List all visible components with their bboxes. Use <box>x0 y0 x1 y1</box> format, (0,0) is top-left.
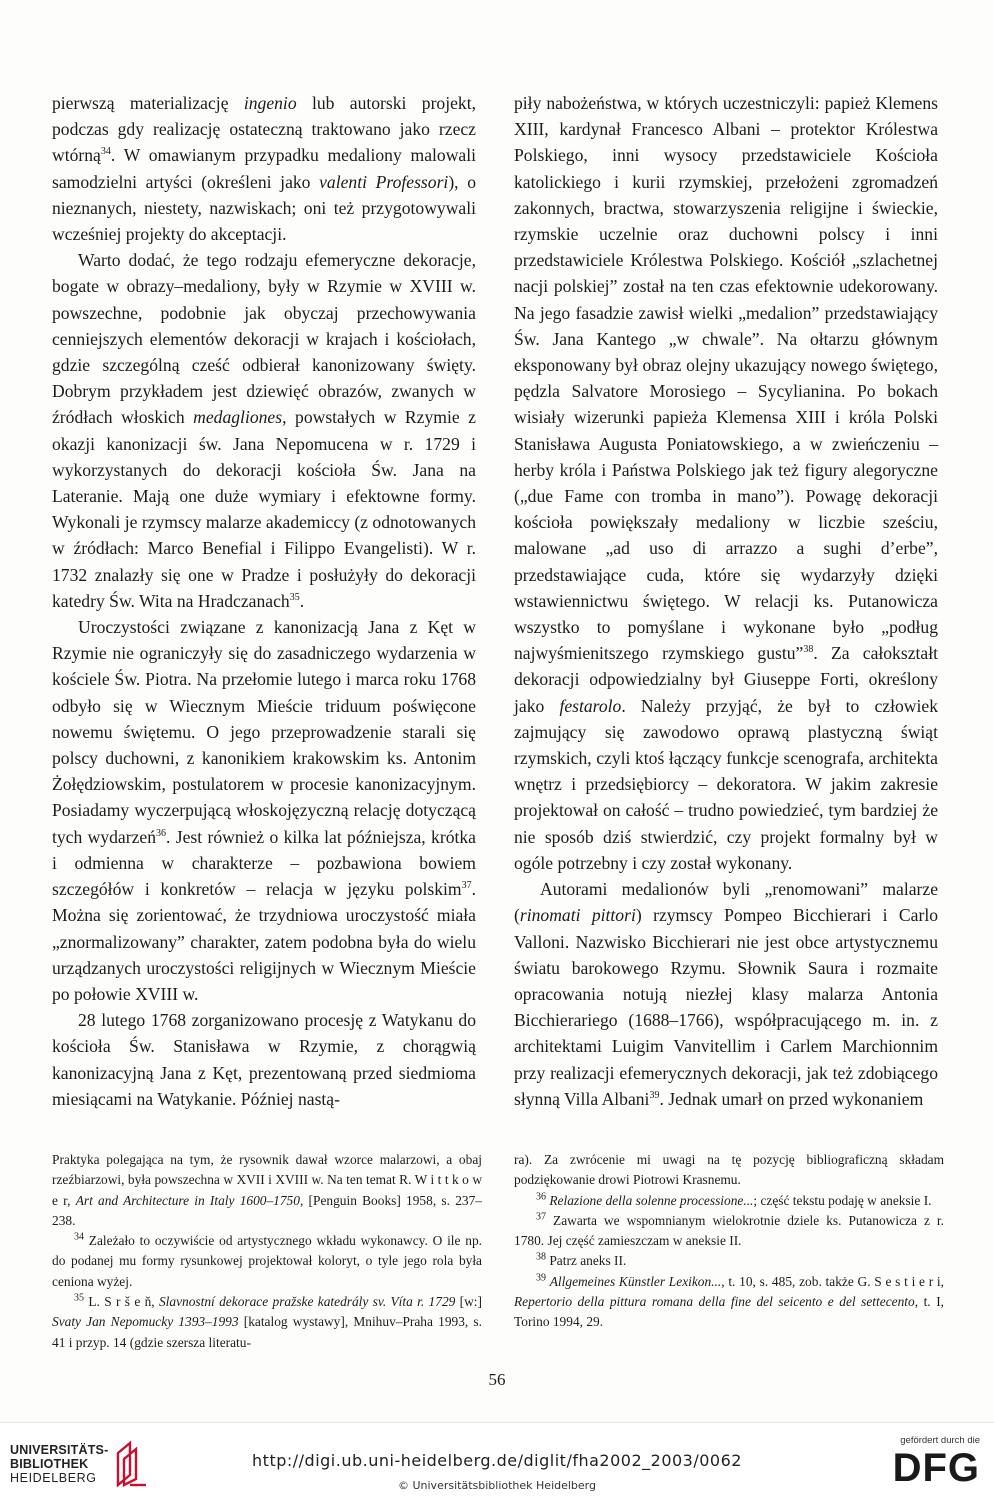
dfg-wordmark: DFG <box>892 1446 980 1490</box>
footnotes-right <box>514 1150 944 1333</box>
left-text-column <box>52 90 476 1112</box>
permalink-url[interactable]: http://digi.ub.uni-heidelberg.de/diglit/fha2002_2003/0062 <box>252 1451 742 1470</box>
paragraph: 28 lutego 1768 zorganizowano procesję z Watykanu do kościoła Św. Stanisława w Rzymie, z chorągwią kanonizacyjną Jana z Kęt, prezentowaną przed siedmioma miesiącami na Watykanie. Później nastą- <box>52 1010 476 1109</box>
paragraph: Autorami medalionów byli „renomowani” malarze (rinomati pittori) rzymscy Pompeo Bicchierari i Carlo Valloni. Nazwisko Bicchierari nie jest obce artystycznemu światu barokowego Rzymu. Słownik Saura i rozmaite opracowania notują niezłej klasy malarza Antonia Bicchierariego (1688–1766), współpracującego m. in. z architektami Luigim Vanvitellim i Carlem Marchionnim przy realizacji efemerycznych dekoracji, jak też zdobiącego słynną Villa Albani$^{39}$. Jednak umarł on przed wykonaniem <box>514 879 939 1109</box>
paragraph: Uroczystości związane z kanonizacją Jana z Kęt w Rzymie nie ograniczyły się do zasadniczego wydarzenia w kościele Św. Piotra. Na przełomie lutego i marca roku 1768 odbyło się w Wiecznym Mieście triduum poświęcone nowemu świętemu. O jego przeprowadzenie starali się polscy duchowni, z kanonikiem krakowskim ks. Antonim Żołędziowskim, postulatorem w procesie kanonizacyjnym. Posiadamy wyczerpującą włoskojęzyczną relację dotyczącą tych wydarzeń$^{36}$. Jest również o kilka lat późniejsza, krótka i odmienna w charakterze – pozbawiona bowiem szczegółów i konkretów – relacja w języku polskim$^{37}$. Można się zorientować, że trzydniowa uroczystość miała „znormalizowany” charakter, zatem podobna była do wielu urządzanych uroczystości religijnych w Wiecznym Mieście po połowie XVIII w. <box>52 617 476 1004</box>
footnote: ra). Za zwrócenie mi uwagi na tę pozycję bibliograficzną składam podziękowanie drowi Piotrowi Krasnemu. <box>514 1152 944 1188</box>
footnote: $^{34}$ Zależało to oczywiście od artystycznego wkładu wykonawcy. O ile np. do podanej mu formy rysunkowej projektował koloryt, o tyle jego rola była ceniona wyżej. <box>52 1231 482 1289</box>
footnote: $^{39}$ Allgemeines Künstler Lexikon..., t. 10, s. 485, zob. także G. S e s t i e r i, Repertorio della pittura romana della fine del seicento e del settecento, t. I, Torino 1994, 29. <box>514 1272 944 1330</box>
paragraph: Warto dodać, że tego rodzaju efemeryczne dekoracje, bogate w obrazy–medaliony, były w Rzymie w XVIII w. powszechne, podobnie jak obyczaj przechowywania cenniejszych elementów dekoracji w krajach i kościołach, gdzie szczególną cześć odbierał kanonizowany święty. Dobrym przykładem jest dziewięć obrazów, zwanych w źródłach włoskich medagliones, powstałych w Rzymie z okazji kanonizacji św. Jana Nepomucena w r. 1729 i wykorzystanych do dekoracji kościoła Św. Jana na Lateranie. Mają one duże wymiary i efektowne formy. Wykonali je rzymscy malarze akademiccy (z odnotowanych w źródłach: Marco Benefial i Filippo Evangelisti). W r. 1732 znalazły się one w Pradze i posłużyły do dekoracji katedry Św. Wita na Hradczanach$^{35}$. <box>52 250 476 611</box>
footnote: $^{38}$ Patrz aneks II. <box>536 1252 627 1269</box>
viewer-footer <box>0 1422 994 1506</box>
footnote: Praktyka polegająca na tym, że rysownik dawał wzorce malarzowi, a obaj rzeźbiarzowi, była powszechna w XVII i XVIII w. Na ten temat R. W i t t k o w e r, Art and Architecture in Italy 1600–1750, [Penguin Books] 1958, s. 237–238. <box>52 1152 482 1228</box>
library-name-line1: UNIVERSITÄTS- <box>10 1443 109 1457</box>
paragraph: piły nabożeństwa, w których uczestniczyli: papież Klemens XIII, kardynał Francesco Albani – protektor Królestwa Polskiego, inni wysocy przedstawiciele Kościoła katolickiego i kurii rzymskiej, przełożeni zgromadzeń zakonnych, bractwa, stowarzyszenia religijne i świeckie, rzymskie uczelnie oraz duchowni polscy i inni przedstawiciele Królestwa Polskiego. Kościół „szlachetnej nacji polskiej” został na ten czas efektownie udekorowany. Na jego fasadzie zawisł wielki „medalion” przedstawiający Św. Jana Kantego „w chwale”. Na ołtarzu głównym eksponowany był obraz olejny ukazujący nowego świętego, pędzla Salvatore Morosiego – Sycylianina. Po bokach wisiały wizerunki papieża Klemensa XIII i króla Polski Stanisława Augusta Poniatowskiego, a w zwieńczeniu – herby króla i Państwa Polskiego jak też figury alegoryczne („due Fame con tromba in mano”). Powagę dekoracji kościoła powiększały medaliony w liczbie sześciu, malowane „ad uso di arrazzo a sughi d’erbe”, przedstawiające cuda, które się wydarzyły dzięki wstawiennictwu świętego. W relacji ks. Putanowicza wszystko to pomyślane i wykonane było „podług najwyśmienitszego rzymskiego gustu”$^{38}$. Za całokształt dekoracji odpowiedzialny był Giuseppe Forti, określony jako festarolo. Należy przyjąć, że był to człowiek zajmujący się zawodowo oprawą plastyczną świąt rzymskich, czyli ktoś łączący funkcje scenografa, architekta wnętrz i przedsiębiorcy – dekoratora. W jakim zakresie projektował on całość – trudno powiedzieć, tym bardziej że nie sposób dziś stwierdzić, czy projekt formalny był w ogóle potrzebny i czy został wykonany. <box>514 93 938 873</box>
page-number: 56 <box>488 1370 506 1389</box>
footnote: $^{37}$ Zawarta we wspomnianym wielokrotnie dziele ks. Putanowicza z r. 1780. Jej część zamieszczam w aneksie II. <box>514 1211 944 1249</box>
paragraph: pierwszą materializację ingenio lub autorski projekt, podczas gdy realizację ostateczną traktowano jako rzecz wtórną$^{34}$. W omawianym przypadku medaliony malowali samodzielni artyści (określeni jako valenti Professori), o nieznanych, niestety, nazwiskach; oni też przygotowywali wcześniej projekty do akceptacji. <box>52 93 477 245</box>
funded-by-label: gefördert durch die <box>900 1435 980 1446</box>
right-text-column <box>514 90 938 1112</box>
copyright-notice: © Universitätsbibliothek Heidelberg <box>397 1479 596 1492</box>
library-name-line2: BIBLIOTHEK <box>10 1457 89 1471</box>
dfg-logo[interactable] <box>893 1435 980 1490</box>
footnote: $^{35}$ L. S r š e ň, Slavnostní dekorace pražske katedrály sv. Víta r. 1729 [w:] Svaty Jan Nepomucky 1393–1993 [katalog wystawy], Mnihuv–Praha 1993, s. 41 i przyp. 14 (gdzie szersza literatu- <box>52 1292 482 1350</box>
library-name-line3: HEIDELBERG <box>10 1471 97 1485</box>
footnotes-left <box>52 1150 482 1353</box>
footnote: $^{36}$ Relazione della solenne processione...; część tekstu podaję w aneksie I. <box>536 1191 932 1208</box>
